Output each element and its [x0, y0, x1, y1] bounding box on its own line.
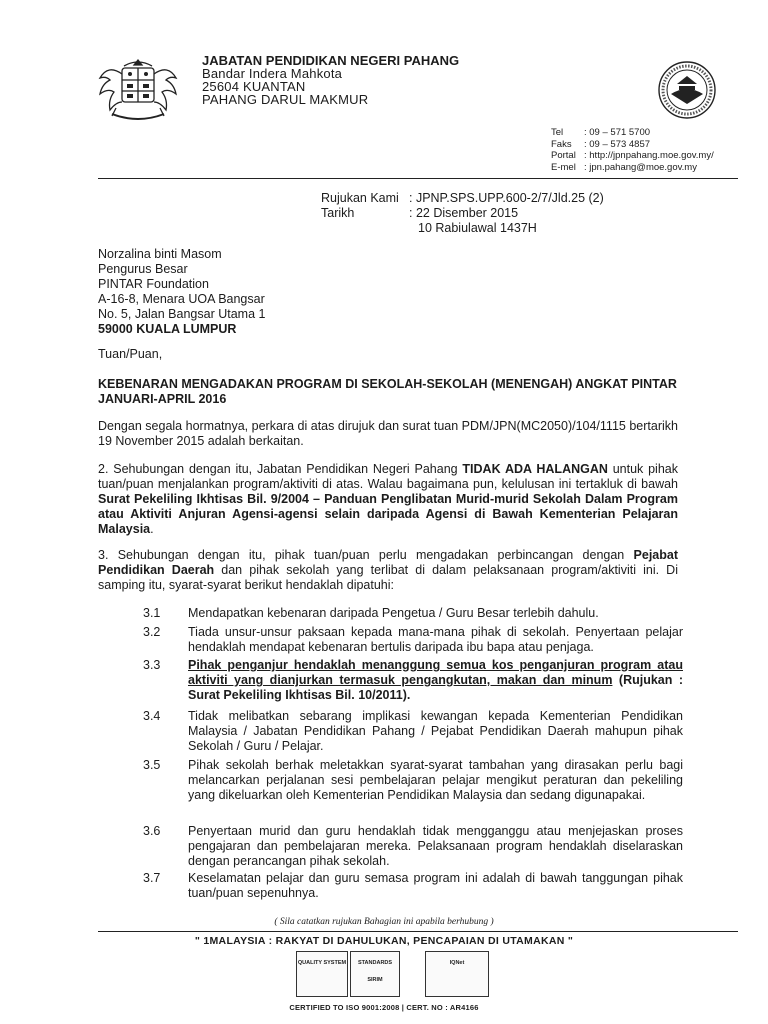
paragraph-3-text-a: 3. Sehubungan dengan itu, pihak tuan/puan perlu mengadakan perbincangan dengan [98, 548, 634, 562]
condition-item [143, 758, 683, 803]
recipient-organisation: PINTAR Foundation [98, 277, 209, 291]
paragraph-2-emphasis: TIDAK ADA HALANGAN [462, 462, 608, 476]
condition-item [143, 709, 683, 754]
address-line-2: 25604 KUANTAN [202, 79, 306, 94]
reference-block [321, 191, 604, 236]
organisation-name: JABATAN PENDIDIKAN NEGERI PAHANG [202, 53, 460, 68]
paragraph-3 [98, 548, 678, 593]
paragraph-2 [98, 462, 678, 537]
paragraph-3-text-b: dan pihak sekolah yang terlibat di dalam pelaksanaan program/aktiviti ini. Di samping itu, syarat-syarat berikut hendaklah dipatuhi: [98, 563, 678, 592]
condition-item [143, 824, 683, 869]
certification-line: CERTIFIED TO ISO 9001:2008 | CERT. NO : AR4166 [289, 1003, 479, 1012]
condition-number: 3.7 [143, 871, 161, 885]
contact-fax-label: Faks [551, 138, 572, 150]
condition-underlined-text: Pihak penganjur hendaklah menanggung semua kos penganjuran program atau aktiviti yang dianjurkan termasuk pengangkutan, makan dan minum [188, 658, 683, 687]
contact-tel-label: Tel [551, 127, 564, 138]
sirim-label: SIRIM [367, 977, 383, 983]
condition-number: 3.3 [143, 658, 161, 672]
condition-item [143, 871, 683, 901]
recipient-city: 59000 KUALA LUMPUR [98, 322, 237, 336]
footer-note: ( Sila catatkan rujukan Bahagian ini apabila berhubung ) [274, 917, 494, 927]
condition-number: 3.6 [143, 824, 161, 838]
contact-details [551, 127, 714, 173]
rujukan-label: Rujukan Kami [321, 191, 399, 205]
salutation: Tuan/Puan, [98, 347, 163, 361]
letterhead-organisation [202, 54, 459, 106]
footer-divider [98, 931, 738, 932]
condition-reference: (Rujukan : Surat Pekeliling Ikhtisas Bil. 10/2011). [188, 673, 683, 702]
condition-text: Tiada unsur-unsur paksaan kepada mana-mana pihak di sekolah. Penyertaan pelajar hendaklah mendapat kebenaran bertulis daripada ibu bapa atau penjaga. [188, 625, 683, 654]
iqnet-label: IQNet [449, 960, 465, 966]
condition-item [143, 658, 683, 703]
contact-portal-label: Portal [551, 150, 576, 161]
contact-fax-value: : 09 – 573 4857 [584, 138, 651, 150]
contact-email-label: E-mel [551, 161, 576, 173]
condition-text: Mendapatkan kebenaran daripada Pengetua / Guru Besar terlebih dahulu. [188, 606, 599, 620]
tarikh-hijri: 10 Rabiulawal 1437H [418, 221, 537, 235]
paragraph-3-emphasis: Pejabat Pendidikan Daerah [98, 548, 678, 577]
condition-item [143, 606, 683, 621]
recipient-title: Pengurus Besar [98, 262, 188, 276]
condition-text: Keselamatan pelajar dan guru semasa program ini adalah di bawah tanggungan pihak tuan/puan sepenuhnya. [188, 871, 683, 900]
paragraph-2-text-b: untuk pihak tuan/puan menjalankan program/aktiviti di atas. Walau bagaimana pun, kelulusan ini tertakluk di bawah [98, 462, 678, 491]
iqnet-logo [425, 951, 489, 997]
address-line-3: PAHANG DARUL MAKMUR [202, 92, 369, 107]
condition-text: Pihak sekolah berhak meletakkan syarat-syarat tambahan yang dirasakan perlu bagi melancarkan perjalanan sesi pembelajaran pelajar mengikut peraturan dan pekeliling yang dikeluarkan oleh Kementerian Pendidikan Malaysia dan sedang digunapakai. [188, 758, 683, 802]
condition-item [143, 625, 683, 655]
contact-email-value[interactable]: : jpn.pahang@moe.gov.my [584, 161, 697, 173]
condition-text: Tidak melibatkan sebarang implikasi kewangan kepada Kementerian Pendidikan Malaysia / Jabatan Pendidikan Pahang / Pejabat Pendidikan Daerah mahupun pihak Sekolah / Guru / Pelajar. [188, 709, 683, 753]
contact-tel-value: : 09 – 571 5700 [584, 127, 651, 138]
footer-motto: " 1MALAYSIA : RAKYAT DI DAHULUKAN, PENCAPAIAN DI UTAMAKAN " [194, 935, 574, 947]
condition-number: 3.2 [143, 625, 161, 639]
header-divider [98, 178, 738, 179]
paragraph-1: Dengan segala hormatnya, perkara di atas dirujuk dan surat tuan PDM/JPN(MC2050)/104/1115 bertarikh 19 November 2015 adalah berkaitan. [98, 419, 678, 448]
recipient-address-line-1: A-16-8, Menara UOA Bangsar [98, 292, 265, 306]
contact-portal-value[interactable]: : http://jpnpahang.moe.gov.my/ [584, 150, 714, 161]
rujukan-value: : JPNP.SPS.UPP.600-2/7/Jld.25 (2) [409, 191, 604, 205]
condition-number: 3.1 [143, 606, 161, 620]
address-line-1: Bandar Indera Mahkota [202, 66, 343, 81]
standards-label: STANDARDS [357, 960, 393, 966]
coat-of-arms-logo [90, 56, 186, 126]
paragraph-2-end: . [150, 522, 154, 536]
condition-number: 3.5 [143, 758, 161, 772]
tarikh-label: Tarikh [321, 206, 355, 220]
condition-text: Penyertaan murid dan guru hendaklah tidak mengganggu atau menjejaskan proses pengajaran dan pembelajaran mereka. Pelaksanaan program hendaklah diselaraskan dengan perancangan pihak sekolah. [188, 824, 683, 868]
ministry-seal-logo [657, 60, 717, 120]
recipient-address-line-2: No. 5, Jalan Bangsar Utama 1 [98, 307, 266, 321]
recipient-name: Norzalina binti Masom [98, 247, 222, 261]
paragraph-2-text-a: 2. Sehubungan dengan itu, Jabatan Pendidikan Negeri Pahang [98, 462, 463, 476]
subject-heading: KEBENARAN MENGADAKAN PROGRAM DI SEKOLAH-SEKOLAH (MENENGAH) ANGKAT PINTAR JANUARI-APRIL 2016 [98, 377, 677, 406]
paragraph-2-circular-ref: Surat Pekeliling Ikhtisas Bil. 9/2004 – Panduan Penglibatan Murid-murid Sekolah Dalam Program atau Aktiviti Anjuran Agensi-agensi selain daripada Agensi di Bawah Kementerian Pelajaran Malaysia [98, 492, 678, 536]
standards-logo [350, 951, 400, 997]
tarikh-value: : 22 Disember 2015 [409, 206, 519, 220]
condition-number: 3.4 [143, 709, 161, 723]
condition-text [188, 658, 683, 703]
quality-system-label: QUALITY SYSTEM [297, 960, 347, 966]
recipient-address [98, 247, 265, 337]
quality-system-logo [296, 951, 348, 997]
